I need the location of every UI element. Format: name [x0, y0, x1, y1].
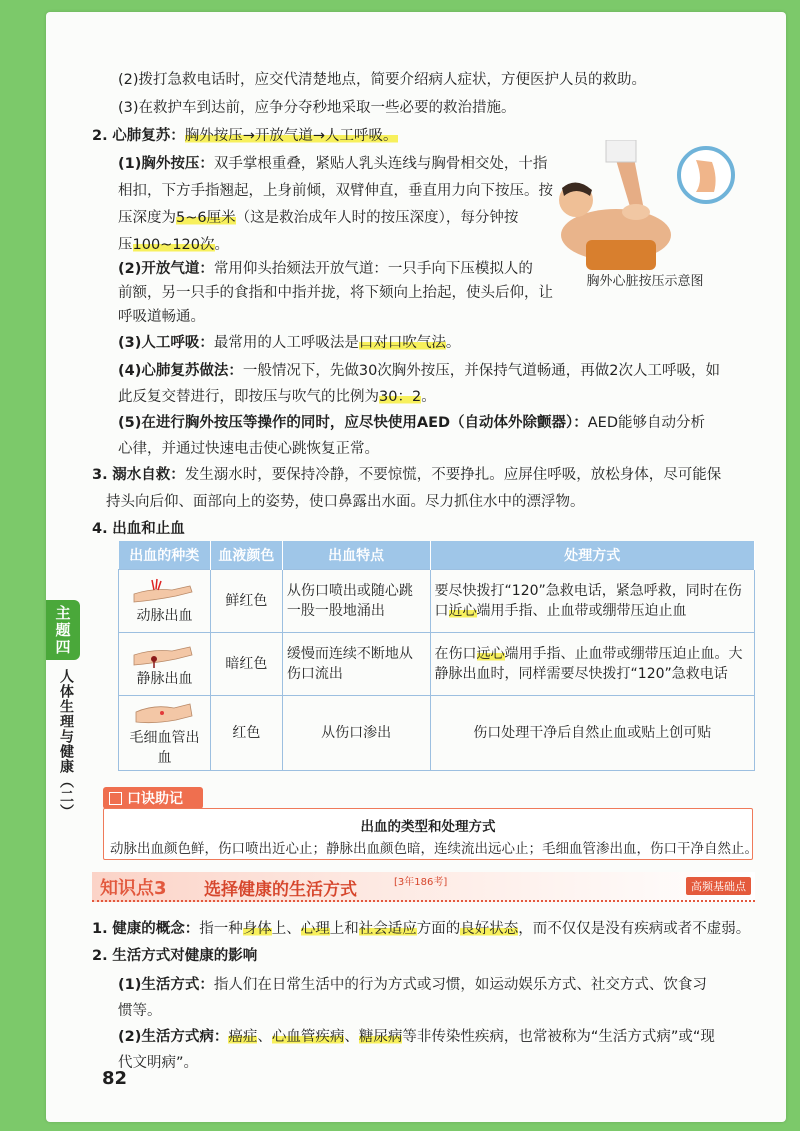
mnemonic-title: 出血的类型和处理方式: [360, 819, 496, 835]
header-feature: 出血特点: [282, 541, 430, 570]
treatment-text-end: 端用手指、止血带或绷带压迫止血。大静脉出血时，同样需要尽快拨打“120”急救电话: [434, 646, 743, 682]
airway-paragraph: [118, 257, 553, 329]
concept-physical: 身体: [242, 921, 272, 937]
feature-cell: 从伤口渗出: [282, 696, 430, 771]
emergency-line-2: (2)拨打急救电话时，应交代清楚地点，简要介绍病人症状，方便医护人员的救助。: [118, 72, 647, 88]
disease-label: (2)生活方式病：: [118, 1029, 229, 1045]
type-label: 毛细血管出血: [129, 730, 200, 766]
color-cell: 暗红色: [210, 633, 282, 696]
concept-wellbeing: 良好状态: [460, 921, 519, 937]
type-cell: [119, 696, 211, 771]
breathing-text: 最常用的人工呼吸法是: [213, 335, 359, 351]
type-label: 静脉出血: [136, 671, 193, 687]
type-label: 动脉出血: [136, 608, 193, 624]
figure-caption: 胸外心脏按压示意图: [586, 274, 704, 289]
table-row: [119, 633, 755, 696]
knowledge-point-title: 选择健康的生活方式: [204, 880, 357, 900]
treatment-text-end: 端用手指、止血带或绷带压迫止血: [476, 603, 687, 619]
checkbox-icon: [109, 792, 122, 805]
compression-depth: 5~6厘米: [176, 210, 236, 226]
concept-text: 方面的: [416, 921, 461, 937]
airway-line-1: 常用仰头抬颏法开放气道：一只手向下压模拟人的: [213, 261, 533, 277]
feature-cell: 从伤口喷出或随心跳一股一股地涌出: [282, 570, 430, 633]
drowning-label: 溺水自救：: [112, 467, 185, 483]
knowledge-point-frequency: [3年186考]: [394, 877, 448, 888]
frequency-badge: 高频基础点: [686, 877, 751, 895]
side-tab-head: 主题四: [46, 600, 80, 660]
lifestyle-heading: [92, 944, 257, 965]
chapter-side-tab: [46, 600, 80, 820]
type-cell: [119, 633, 211, 696]
lifestyle-line-1: 指人们在日常生活中的行为方式或习惯，如运动娱乐方式、社交方式、饮食习: [213, 977, 707, 993]
cpr-ratio: 30：2: [379, 389, 422, 405]
lifestyle-disease-paragraph: [118, 1024, 758, 1076]
cpr-num: 2.: [92, 128, 108, 144]
breathing-label: (3)人工呼吸：: [118, 335, 214, 351]
compression-line-3b: （这是救治成年人时的按压深度），每分钟按: [235, 210, 519, 226]
compression-label: (1)胸外按压：: [118, 156, 214, 172]
page-number: 82: [102, 1068, 128, 1089]
disease-cancer: 癌症: [228, 1029, 258, 1045]
emergency-line-3: (3)在救护车到达前，应争分夺秒地采取一些必要的救治措施。: [118, 100, 516, 116]
treatment-text: 伤口处理干净后自然止血或贴上创可贴: [473, 725, 712, 741]
table-row: [119, 570, 755, 633]
disease-line-1: 等非传染性疾病，也常被称为“生活方式病”或“现: [402, 1029, 715, 1045]
helper-arm: [616, 158, 644, 210]
treatment-cell: [430, 633, 754, 696]
cpr-method-label: (4)心肺复苏做法：: [118, 363, 243, 379]
treatment-cell: [430, 570, 754, 633]
lifestyle-paragraph: [118, 972, 758, 1024]
header-type: 出血的种类: [119, 541, 211, 570]
mnemonic-tag: [103, 787, 203, 809]
color-cell: 红色: [210, 696, 282, 771]
disease-diabetes: 糖尿病: [358, 1029, 403, 1045]
treatment-highlight: 近心: [448, 603, 477, 619]
bleeding-table: [118, 541, 755, 771]
drowning-line-1: 发生溺水时，要保持冷静，不要惊慌，不要挣扎。应屏住呼吸，放松身体，尽可能保: [184, 467, 722, 483]
influence-num: 2.: [92, 948, 108, 964]
mnemonic-box: [103, 808, 758, 860]
bleeding-heading: [92, 517, 185, 538]
health-concept: [92, 917, 750, 938]
drowning-num: 3.: [92, 467, 108, 483]
type-cell: [119, 570, 211, 633]
concept-text: ，而不仅仅是没有疾病或者不虚弱。: [518, 921, 751, 937]
bleeding-num: 4.: [92, 521, 108, 537]
helper-hands: [622, 204, 650, 220]
concept-mental: 心理: [300, 921, 330, 937]
header-treatment: 处理方式: [430, 541, 754, 570]
table-row: [119, 696, 755, 771]
aed-label: (5)在进行胸外按压等操作的同时，应尽快使用AED（自动体外除颤器）：: [118, 415, 588, 431]
aed-line-1: AED能够自动分析: [587, 415, 706, 431]
cpr-label: 心肺复苏：: [112, 128, 185, 144]
airway-line-3: 呼吸道畅通。: [118, 309, 205, 325]
color-cell: 鲜红色: [210, 570, 282, 633]
breathing-line: [118, 331, 460, 352]
bleeding-label: 出血和止血: [112, 521, 185, 537]
disease-sep: 、: [257, 1029, 272, 1045]
chest-compression-illustration: [536, 140, 736, 290]
airway-label: (2)开放气道：: [118, 261, 214, 277]
disease-sep: 、: [344, 1029, 359, 1045]
drowning-paragraph: [92, 462, 757, 516]
compression-line-2: 相扣，下方手指翘起，上身前倾，双臂伸直，垂直用力向下按压。按: [118, 183, 553, 199]
breathing-end: 。: [445, 335, 461, 351]
lifestyle-label: (1)生活方式：: [118, 977, 214, 993]
concept-label: 健康的概念：: [112, 921, 200, 937]
helper-shirt: [606, 140, 636, 162]
concept-text: 指一种: [199, 921, 243, 937]
mnemonic-tag-label: 口诀助记: [127, 791, 183, 807]
disease-cardiovascular: 心血管疾病: [271, 1029, 345, 1045]
concept-text: 上、: [271, 921, 301, 937]
drowning-line-2: 持头向后仰、面部向上的姿势，使口鼻露出水面。尽力抓住水中的漂浮物。: [106, 494, 585, 510]
aed-paragraph: [118, 410, 758, 462]
disease-line-2: 代文明病”。: [118, 1055, 199, 1071]
airway-line-2: 前额，另一只手的食指和中指并拢，将下颏向上抬起，使头后仰，让: [118, 285, 553, 301]
arm-vein-icon: [132, 639, 196, 669]
treatment-text: 要尽快拨打“120”急救电话，紧急呼救，同时在伤口: [434, 583, 742, 619]
table-header-row: [119, 541, 755, 570]
compression-paragraph: [118, 151, 578, 259]
compression-line-3a: 压深度为: [118, 210, 176, 226]
influence-label: 生活方式对健康的影响: [112, 948, 258, 964]
side-tab-body: 人体生理与健康（二）: [58, 669, 74, 819]
compression-line-1: 双手掌根重叠，紧贴人乳头连线与胸骨相交处，十指: [213, 156, 548, 172]
header-color: 血液颜色: [210, 541, 282, 570]
cpr-steps: 胸外按压→开放气道→人工呼吸。: [184, 128, 398, 144]
concept-text: 上和: [329, 921, 359, 937]
concept-num: 1.: [92, 921, 108, 937]
compression-line-4b: 。: [214, 237, 230, 253]
compression-rate: 100~120次: [132, 237, 215, 253]
treatment-text: 在伤口: [434, 646, 477, 662]
compression-line-4a: 压: [118, 237, 133, 253]
breathing-method: 口对口吹气法: [358, 335, 446, 351]
cpr-heading: [92, 124, 398, 145]
mnemonic-text: 动脉出血颜色鲜，伤口喷出近心止；静脉出血颜色暗，连续流出远心止；毛细血管渗出血，伤口干净自然止。: [110, 841, 758, 857]
cpr-method-line-1: 一般情况下，先做30次胸外按压，并保持气道畅通，再做2次人工呼吸，如: [242, 363, 721, 379]
patient-pants: [586, 240, 656, 270]
cpr-method-line-2b: 。: [421, 389, 436, 405]
knowledge-point-label: 知识点3: [100, 878, 167, 899]
cpr-method-line-2a: 此反复交替进行，即按压与吹气的比例为: [118, 389, 379, 405]
feature-cell: 缓慢而连续不断地从伤口流出: [282, 633, 430, 696]
hand-capillary-icon: [132, 698, 196, 728]
treatment-highlight: 远心: [476, 646, 505, 662]
treatment-cell: [430, 696, 754, 771]
concept-social: 社会适应: [358, 921, 417, 937]
lifestyle-line-2: 惯等。: [118, 1003, 162, 1019]
arm-artery-icon: [132, 576, 196, 606]
cpr-method-paragraph: [118, 358, 758, 410]
aed-line-2: 心律，并通过快速电击使心跳恢复正常。: [118, 441, 379, 457]
knowledge-point-header: [92, 872, 755, 902]
